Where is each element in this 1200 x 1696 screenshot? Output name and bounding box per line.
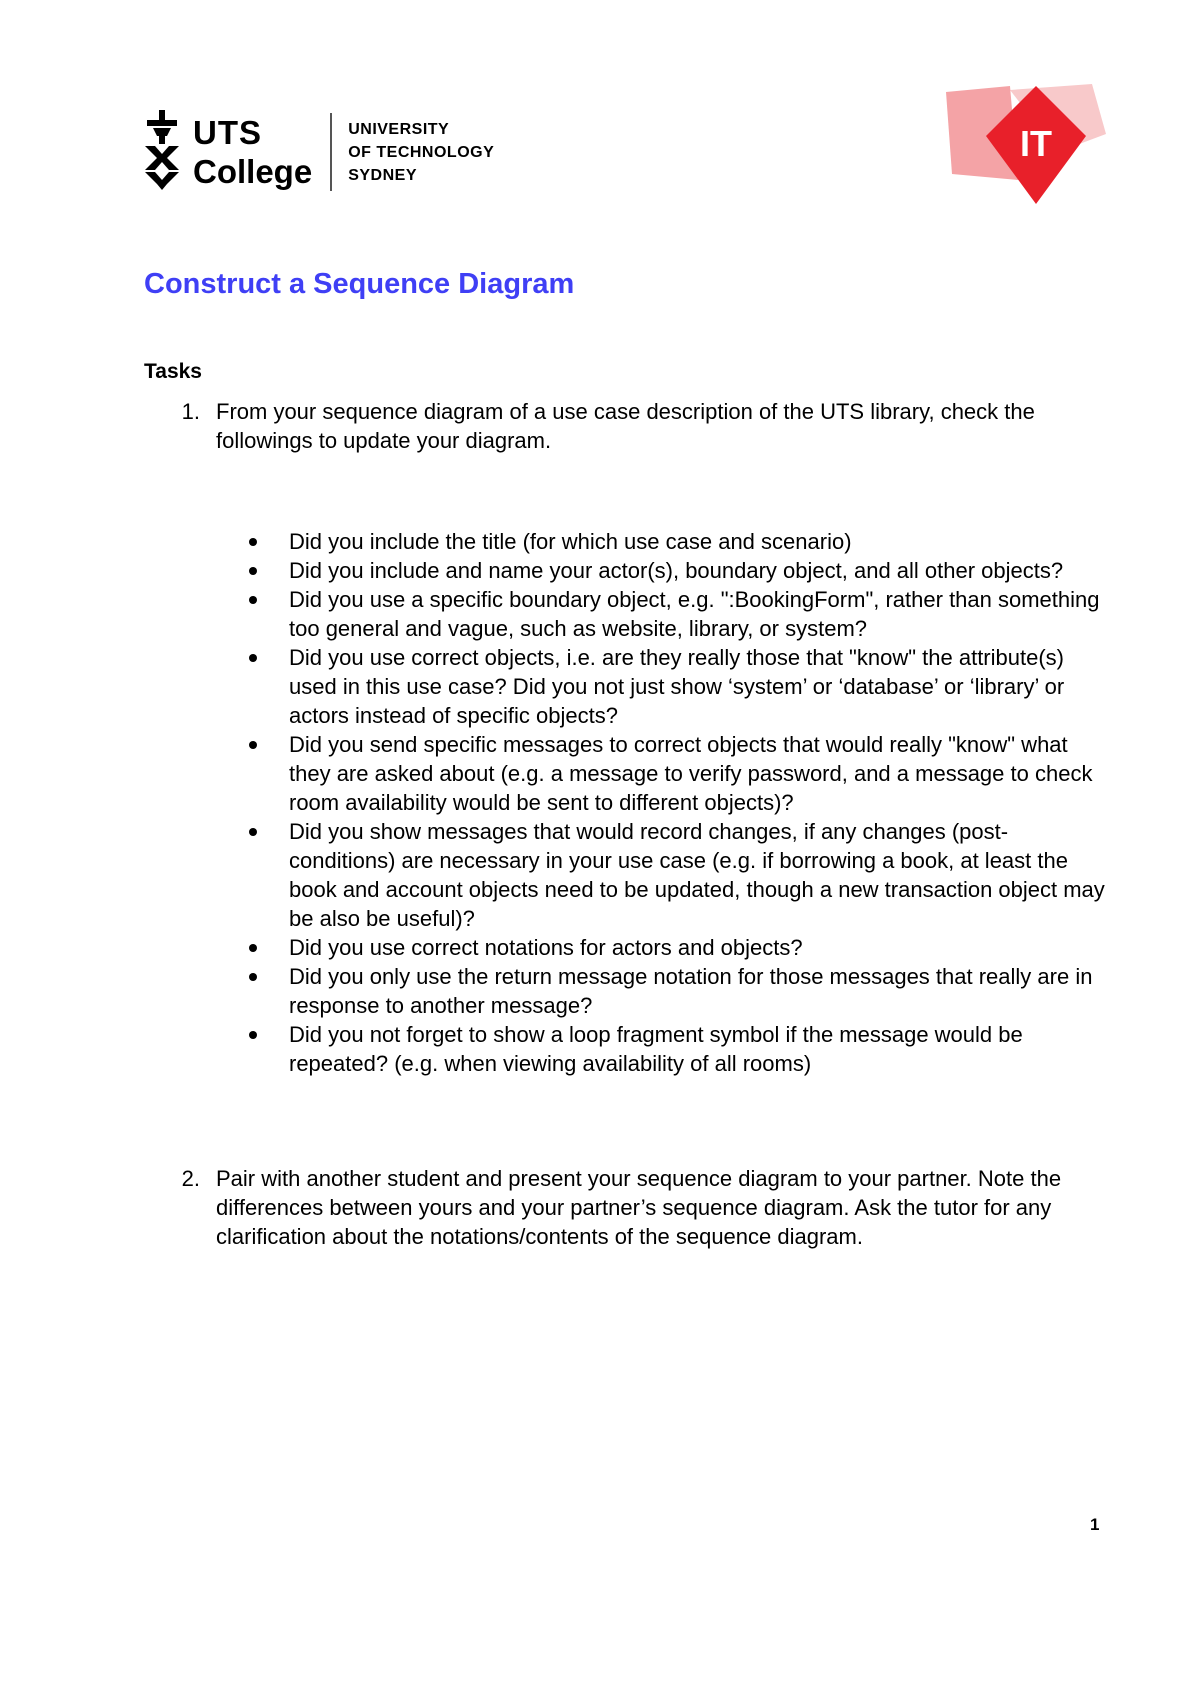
task-text: Pair with another student and present your sequence diagram to your partner. Note the differences between yours and your partner’s sequence diagram. Ask the tutor for any clarification about the notations/contents of the sequence diagram. bbox=[216, 1166, 1062, 1249]
checklist-item-text: Did you use correct objects, i.e. are they really those that "know" the attribute(s) used in this use case? Did you not just show ‘system’ or ‘database’ or ‘library’ or actors instead of specific objects? bbox=[289, 645, 1065, 728]
checklist-item-text: Did you not forget to show a loop fragment symbol if the message would be repeated? (e.g. when viewing availability of all rooms) bbox=[289, 1022, 1023, 1076]
logo-divider bbox=[330, 113, 332, 191]
college-wordmark-line2: College bbox=[193, 153, 313, 190]
task-item-2 bbox=[144, 1164, 1104, 1251]
uts-crest-icon bbox=[143, 110, 181, 194]
checklist-item-text: Did you use correct notations for actors and objects? bbox=[289, 935, 803, 960]
checklist-item bbox=[244, 556, 1114, 585]
checklist-item bbox=[244, 962, 1114, 1020]
bullet-icon bbox=[249, 567, 257, 575]
task-number: 1. bbox=[181, 399, 200, 424]
checklist-item bbox=[244, 585, 1114, 643]
checklist-item bbox=[244, 527, 1114, 556]
bullet-icon bbox=[249, 944, 257, 952]
bullet-icon bbox=[249, 973, 257, 981]
checklist-item-text: Did you include and name your actor(s), boundary object, and all other objects? bbox=[289, 558, 1064, 583]
checklist-item-text: Did you include the title (for which use case and scenario) bbox=[289, 529, 852, 554]
it-badge-label: IT bbox=[1020, 123, 1052, 164]
tasks-heading: Tasks bbox=[144, 360, 202, 383]
bullet-icon bbox=[249, 741, 257, 749]
college-wordmark bbox=[193, 116, 312, 188]
bullet-icon bbox=[249, 654, 257, 662]
checklist-item bbox=[244, 817, 1114, 933]
checklist-item-text: Did you only use the return message notation for those messages that really are in response to another message? bbox=[289, 964, 1093, 1018]
uts-college-logo bbox=[143, 108, 494, 196]
college-wordmark-line1: UTS bbox=[193, 114, 262, 151]
task-number: 2. bbox=[181, 1166, 200, 1191]
bullet-icon bbox=[249, 1031, 257, 1039]
bullet-icon bbox=[249, 596, 257, 604]
bullet-icon bbox=[249, 828, 257, 836]
university-line3: SYDNEY bbox=[348, 166, 417, 184]
page-title: Construct a Sequence Diagram bbox=[144, 268, 575, 300]
checklist bbox=[244, 527, 1114, 1078]
checklist-item-text: Did you show messages that would record changes, if any changes (post-conditions) are necessary in your use case (e.g. if borrowing a book, at least the book and account objects need to be updated, though a new transaction object may be also be useful)? bbox=[289, 819, 1105, 931]
it-badge-logo bbox=[940, 82, 1110, 212]
university-line1: UNIVERSITY bbox=[348, 120, 450, 138]
checklist-item bbox=[244, 643, 1114, 730]
checklist-item bbox=[244, 730, 1114, 817]
checklist-item bbox=[244, 933, 1114, 962]
task-item-1 bbox=[144, 397, 1104, 455]
checklist-item-text: Did you use a specific boundary object, e.g. ":BookingForm", rather than something too general and vague, such as website, library, or system? bbox=[289, 587, 1100, 641]
page-number: 1 bbox=[1090, 1515, 1100, 1534]
checklist-item-text: Did you send specific messages to correct objects that would really "know" what they are asked about (e.g. a message to verify password, and a message to check room availability would be sent to different objects)? bbox=[289, 732, 1093, 815]
bullet-icon bbox=[249, 538, 257, 546]
university-wordmark bbox=[348, 118, 494, 187]
task-text: From your sequence diagram of a use case description of the UTS library, check the followings to update your diagram. bbox=[216, 399, 1035, 453]
university-line2: OF TECHNOLOGY bbox=[348, 143, 495, 161]
checklist-item bbox=[244, 1020, 1114, 1078]
